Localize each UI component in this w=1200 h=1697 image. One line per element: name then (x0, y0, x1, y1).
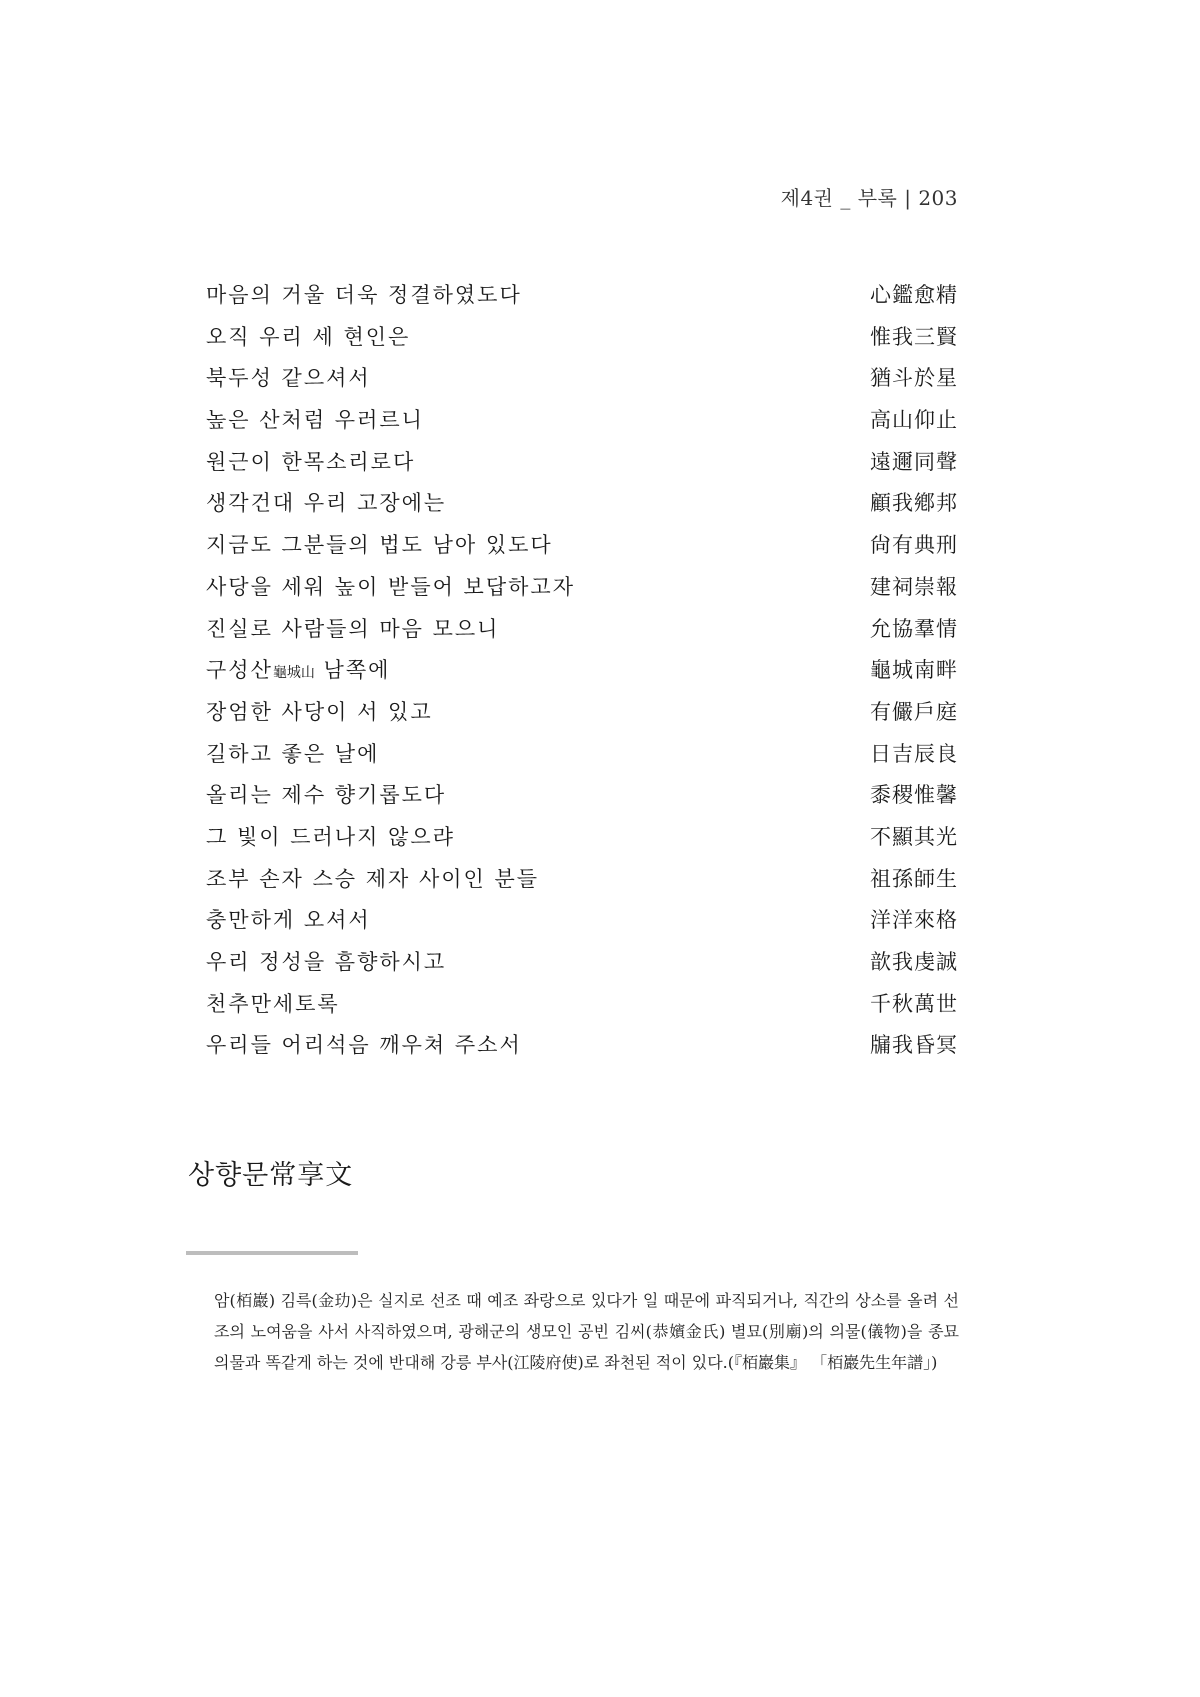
poem-line-korean: 높은 산처럼 우러르니 (206, 408, 424, 433)
poem-line (206, 567, 958, 609)
poem-line-hanja: 千秋萬世 (870, 991, 958, 1016)
poem-line-hanja: 惟我三賢 (870, 324, 958, 349)
poem-line-korean (206, 650, 390, 695)
poem-line (206, 817, 958, 859)
poem-line-korean: 그 빛이 드러나지 않으랴 (206, 824, 455, 849)
poem-line (206, 275, 958, 317)
poem-line-hanja: 允協羣情 (870, 616, 958, 641)
poem (206, 275, 958, 1067)
section-title: 상향문常享文 (188, 1160, 354, 1191)
poem-line-korean: 장엄한 사당이 서 있고 (206, 699, 433, 724)
poem-line-korean: 우리 정성을 흠향하시고 (206, 950, 447, 974)
poem-line-korean: 올리는 제수 향기롭도다 (206, 783, 447, 808)
poem-line-hanja: 祖孫師生 (870, 866, 958, 891)
poem-line-hanja: 遠邇同聲 (870, 449, 958, 474)
poem-line-korean: 길하고 좋은 날에 (206, 741, 380, 766)
poem-line (206, 609, 958, 651)
poem-line-korean: 오직 우리 세 현인은 (206, 324, 411, 349)
poem-line-hanja: 建祠崇報 (870, 574, 958, 599)
poem-line (206, 859, 958, 901)
poem-line-korean: 충만하게 오셔서 (206, 908, 371, 933)
poem-line (206, 900, 958, 942)
poem-line-hanja: 心鑑愈精 (870, 283, 958, 307)
poem-line-korean: 우리들 어리석음 깨우쳐 주소서 (206, 1033, 522, 1058)
poem-line-korean: 지금도 그분들의 법도 남아 있도다 (206, 533, 553, 558)
poem-line-korean: 사당을 세워 높이 받들어 보답하고자 (206, 574, 575, 599)
poem-line (206, 692, 958, 734)
poem-line (206, 734, 958, 776)
poem-line (206, 775, 958, 817)
poem-line-korean: 생각건대 우리 고장에는 (206, 491, 447, 516)
poem-line (206, 650, 958, 692)
poem-line-hanja: 高山仰止 (870, 408, 958, 433)
poem-line-hanja: 顧我鄕邦 (870, 491, 958, 516)
poem-line-korean-text: 구성산 (206, 658, 273, 683)
poem-line-hanja: 黍稷惟馨 (870, 783, 958, 808)
poem-line-hanja: 洋洋來格 (870, 908, 958, 933)
poem-line (206, 942, 958, 984)
poem-line-korean: 천추만세토록 (206, 991, 340, 1016)
poem-line-hanja: 龜城南畔 (870, 658, 958, 683)
poem-line-hanja: 日吉辰良 (870, 741, 958, 766)
poem-line (206, 400, 958, 442)
poem-line-hanja: 牖我昏冥 (870, 1033, 958, 1058)
poem-line-hanja: 歆我虔誠 (870, 950, 958, 974)
poem-line (206, 442, 958, 484)
poem-line-korean: 조부 손자 스승 제자 사이인 분들 (206, 866, 540, 891)
poem-line (206, 483, 958, 525)
poem-line (206, 317, 958, 359)
poem-line-korean: 진실로 사람들의 마음 모으니 (206, 616, 500, 641)
poem-line-korean: 원근이 한목소리로다 (206, 449, 416, 474)
running-head: 제4권 _ 부록 | 203 (780, 186, 958, 210)
poem-line-hanja: 有儼戶庭 (870, 699, 958, 724)
poem-line-hanja: 猶斗於星 (870, 366, 958, 391)
poem-line (206, 984, 958, 1026)
poem-line (206, 1025, 958, 1067)
footnote-divider (186, 1251, 358, 1255)
poem-line (206, 525, 958, 567)
poem-line-hanja: 不顯其光 (870, 824, 958, 849)
poem-line (206, 358, 958, 400)
footnote: 암(栢巖) 김륵(金玏)은 실지로 선조 때 예조 좌랑으로 있다가 일 때문에 파직되거나, 직간의 상소를 올려 선조의 노여움을 사서 사직하였으며, 광해군의 생모인 공빈 김씨(恭嬪金氏) 별묘(別廟)의 의물(儀物)을 종묘 의물과 똑같게 하는 것에 반대해 강릉 부사(江陵府使)로 좌천된 적이 있다.(『栢巖集』 「栢巖先生年譜」) (214, 1291, 959, 1372)
poem-line-korean: 마음의 거울 더욱 정결하였도다 (206, 283, 522, 307)
poem-line-korean-text: 남쪽에 (314, 658, 391, 683)
poem-line-hanja: 尙有典刑 (870, 533, 958, 558)
inline-hanja-gloss: 龜城山 (272, 665, 315, 682)
poem-line-korean: 북두성 같으셔서 (206, 366, 371, 391)
